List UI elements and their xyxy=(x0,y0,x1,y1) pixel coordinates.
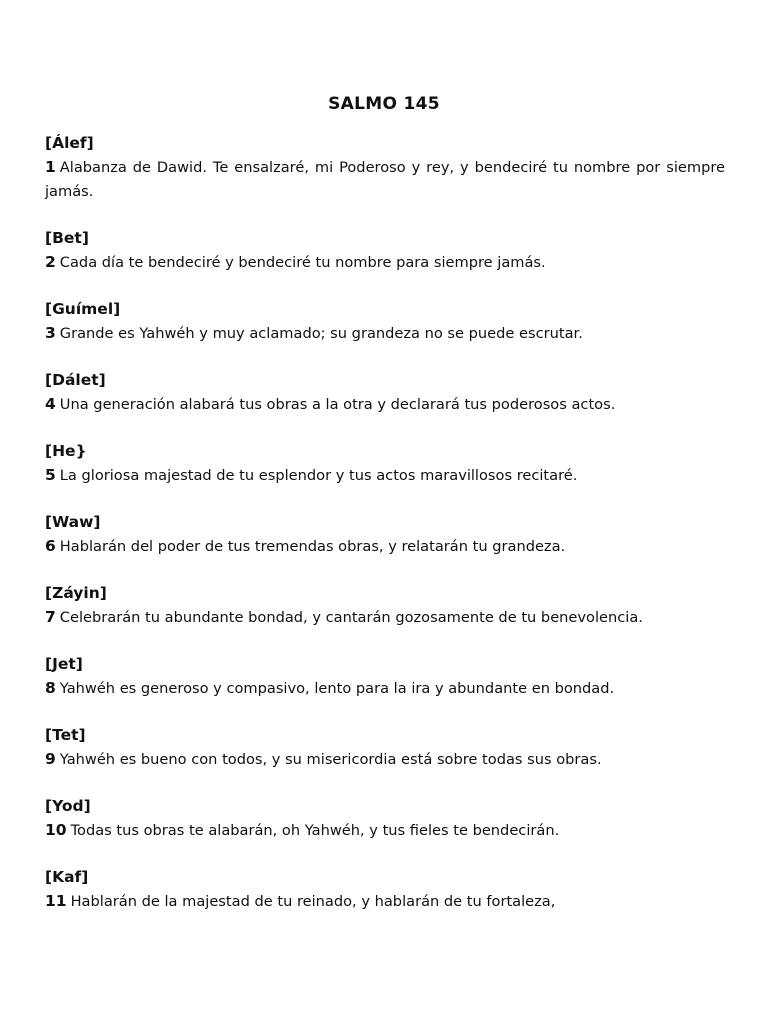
psalm-body xyxy=(45,131,725,936)
verse xyxy=(45,747,725,772)
stanza xyxy=(45,297,725,346)
verse-text: Todas tus obras te alabarán, oh Yahwéh, y tus fieles te bendecirán. xyxy=(70,822,560,839)
stanza xyxy=(45,368,725,417)
verse-text: Alabanza de Dawid. Te ensalzaré, mi Poderoso y rey, y bendeciré tu nombre por siempre jamás. xyxy=(45,159,725,200)
stanza xyxy=(45,131,725,204)
stanza xyxy=(45,439,725,488)
stanza-heading: [Yod] xyxy=(45,797,91,815)
stanza-heading: [Waw] xyxy=(45,513,101,531)
verse-number: 10 xyxy=(45,821,67,839)
verse xyxy=(45,889,725,914)
stanza xyxy=(45,652,725,701)
verse-number: 2 xyxy=(45,253,56,271)
verse-text: Yahwéh es bueno con todos, y su misericordia está sobre todas sus obras. xyxy=(59,751,602,768)
stanza xyxy=(45,226,725,275)
verse xyxy=(45,321,725,346)
stanza-heading: [Guímel] xyxy=(45,300,121,318)
verse-text: Celebrarán tu abundante bondad, y cantarán gozosamente de tu benevolencia. xyxy=(59,609,643,626)
page-title: SALMO 145 xyxy=(328,94,440,114)
stanza-heading: [Tet] xyxy=(45,726,86,744)
verse-text: Cada día te bendeciré y bendeciré tu nombre para siempre jamás. xyxy=(59,254,546,271)
verse xyxy=(45,605,725,630)
stanza xyxy=(45,723,725,772)
verse-number: 1 xyxy=(45,158,56,176)
verse xyxy=(45,463,725,488)
verse-number: 8 xyxy=(45,679,56,697)
verse xyxy=(45,534,725,559)
verse-text: Hablarán de la majestad de tu reinado, y hablarán de tu fortaleza, xyxy=(70,893,556,910)
verse xyxy=(45,250,725,275)
verse-text: Hablarán del poder de tus tremendas obras, y relatarán tu grandeza. xyxy=(59,538,566,555)
verse-number: 9 xyxy=(45,750,56,768)
verse-number: 11 xyxy=(45,892,67,910)
verse-text: Grande es Yahwéh y muy aclamado; su grandeza no se puede escrutar. xyxy=(59,325,583,342)
verse-number: 3 xyxy=(45,324,56,342)
verse xyxy=(45,676,725,701)
verse-number: 7 xyxy=(45,608,56,626)
stanza xyxy=(45,581,725,630)
stanza-heading: [Kaf] xyxy=(45,868,89,886)
verse-text: Una generación alabará tus obras a la otra y declarará tus poderosos actos. xyxy=(59,396,616,413)
verse-number: 5 xyxy=(45,466,56,484)
verse-text: Yahwéh es generoso y compasivo, lento para la ira y abundante en bondad. xyxy=(59,680,615,697)
stanza xyxy=(45,510,725,559)
stanza-heading: [Álef] xyxy=(45,134,94,152)
verse-number: 6 xyxy=(45,537,56,555)
stanza-heading: [Bet] xyxy=(45,229,89,247)
stanza-heading: [He} xyxy=(45,442,87,460)
stanza-heading: [Dálet] xyxy=(45,371,106,389)
stanza xyxy=(45,794,725,843)
verse xyxy=(45,155,725,204)
stanza xyxy=(45,865,725,914)
verse-text: La gloriosa majestad de tu esplendor y tus actos maravillosos recitaré. xyxy=(59,467,578,484)
verse xyxy=(45,818,725,843)
verse xyxy=(45,392,725,417)
stanza-heading: [Jet] xyxy=(45,655,83,673)
verse-number: 4 xyxy=(45,395,56,413)
stanza-heading: [Záyin] xyxy=(45,584,107,602)
